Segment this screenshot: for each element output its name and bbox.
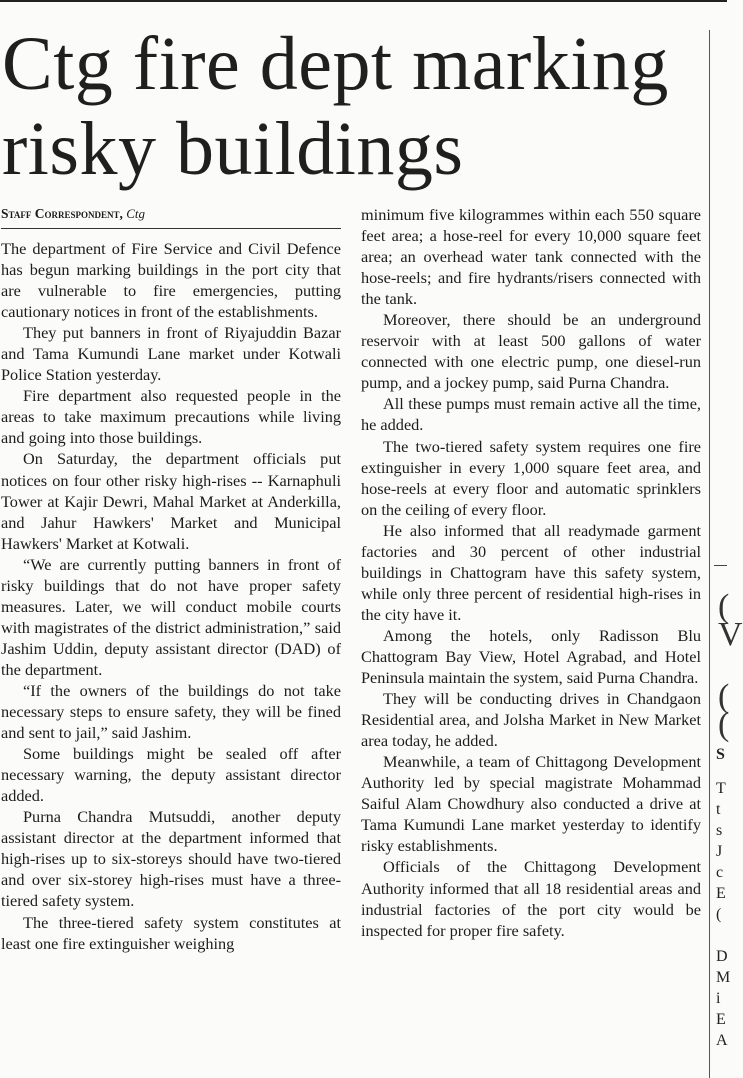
adjacent-fragment: s xyxy=(716,822,723,839)
article-column-2 xyxy=(361,204,701,941)
top-rule xyxy=(0,0,727,2)
adjacent-fragment: t xyxy=(716,801,721,818)
paragraph: Purna Chandra Mutsuddi, another deputy assistant director at the department informed that high-rises up to six-storeys should have two-tiered and over six-storey high-rises must have a three-tiered safety system. xyxy=(1,807,341,911)
byline xyxy=(1,206,341,229)
adjacent-rule xyxy=(714,565,727,566)
article-column-1 xyxy=(1,238,341,954)
paragraph: He also informed that all readymade garment factories and 30 percent of other industrial buildings in Chattogram have this safety system, while only three percent of residential high-rises in the city have it. xyxy=(361,520,701,624)
byline-author: Staff Correspondent, xyxy=(1,206,123,221)
paragraph: Fire department also requested people in the areas to take maximum precautions while living and going into those buildings. xyxy=(1,386,341,448)
adjacent-fragment: J xyxy=(716,843,723,860)
paragraph: They will be conducting drives in Chandgaon Residential area, and Jolsha Market in New Market area today, he added. xyxy=(361,689,701,751)
adjacent-fragment: T xyxy=(716,780,726,797)
adjacent-fragment: ( xyxy=(718,588,730,625)
paragraph: “We are currently putting banners in front of risky buildings that do not have proper safety measures. Later, we will conduct mobile courts with magistrates of the district administration,” said Jashim Uddin, deputy assistant director (DAD) of the department. xyxy=(1,554,341,679)
paragraph: “If the owners of the buildings do not take necessary steps to ensure safety, they will be fined and sent to jail,” said Jashim. xyxy=(1,680,341,743)
paragraph: The department of Fire Service and Civil Defence has begun marking buildings in the port city that are vulnerable to fire emergencies, putting cautionary notices in front of the establishments. xyxy=(1,239,341,322)
adjacent-fragment: ( xyxy=(718,678,730,715)
adjacent-fragment: D xyxy=(716,948,728,965)
paragraph: minimum five kilogrammes within each 550 square feet area; a hose-reel for every 10,000 square feet area; an overhead water tank connected with the hose-reels; and fire hydrants/risers connected with the tank. xyxy=(361,205,701,309)
column-divider xyxy=(709,30,710,1078)
adjacent-fragment: ( xyxy=(716,906,722,923)
paragraph: Among the hotels, only Radisson Blu Chattogram Bay View, Hotel Agrabad, and Hotel Peninsula maintain the system, said Purna Chandra. xyxy=(361,625,701,688)
adjacent-fragment: ( xyxy=(718,706,730,743)
adjacent-fragment: V xyxy=(718,616,743,653)
paragraph: Officials of the Chittagong Development Authority informed that all 18 residential areas and industrial factories of the port city would be inspected for proper fire safety. xyxy=(361,857,701,940)
adjacent-fragment: A xyxy=(716,1032,728,1049)
paragraph: The two-tiered safety system requires one fire extinguisher in every 1,000 square feet area, and hose-reels at every floor and automatic sprinklers on the ceiling of every floor. xyxy=(361,436,701,519)
paragraph: Meanwhile, a team of Chittagong Development Authority led by special magistrate Mohammad Saiful Alam Chowdhury also conducted a drive at Tama Kumundi Lane market yesterday to identify risky establishments. xyxy=(361,752,701,856)
paragraph: All these pumps must remain active all the time, he added. xyxy=(361,394,701,435)
paragraph: They put banners in front of Riyajuddin Bazar and Tama Kumundi Lane market under Kotwali Police Station yesterday. xyxy=(1,323,341,385)
headline: Ctg fire dept marking risky buildings xyxy=(2,22,669,191)
byline-location: Ctg xyxy=(126,206,146,221)
adjacent-fragment: S xyxy=(716,746,725,763)
paragraph: On Saturday, the department officials put notices on four other risky high-rises -- Karnaphuli Tower at Kajir Dewri, Mahal Market at Anderkilla, and Jahur Hawkers' Market and Municipal Hawkers' Market at Kotwali. xyxy=(1,449,341,553)
adjacent-fragment: E xyxy=(716,1011,726,1028)
paragraph: The three-tiered safety system constitutes at least one fire extinguisher weighing xyxy=(1,912,341,953)
adjacent-fragment: M xyxy=(716,969,731,986)
adjacent-fragment: c xyxy=(716,864,724,881)
adjacent-fragment: E xyxy=(716,885,726,902)
adjacent-fragment: i xyxy=(716,990,721,1007)
paragraph: Some buildings might be sealed off after necessary warning, the deputy assistant director added. xyxy=(1,744,341,806)
paragraph: Moreover, there should be an underground reservoir with at least 500 gallons of water connected with one electric pump, one diesel-run pump, and a jockey pump, said Purna Chandra. xyxy=(361,310,701,393)
